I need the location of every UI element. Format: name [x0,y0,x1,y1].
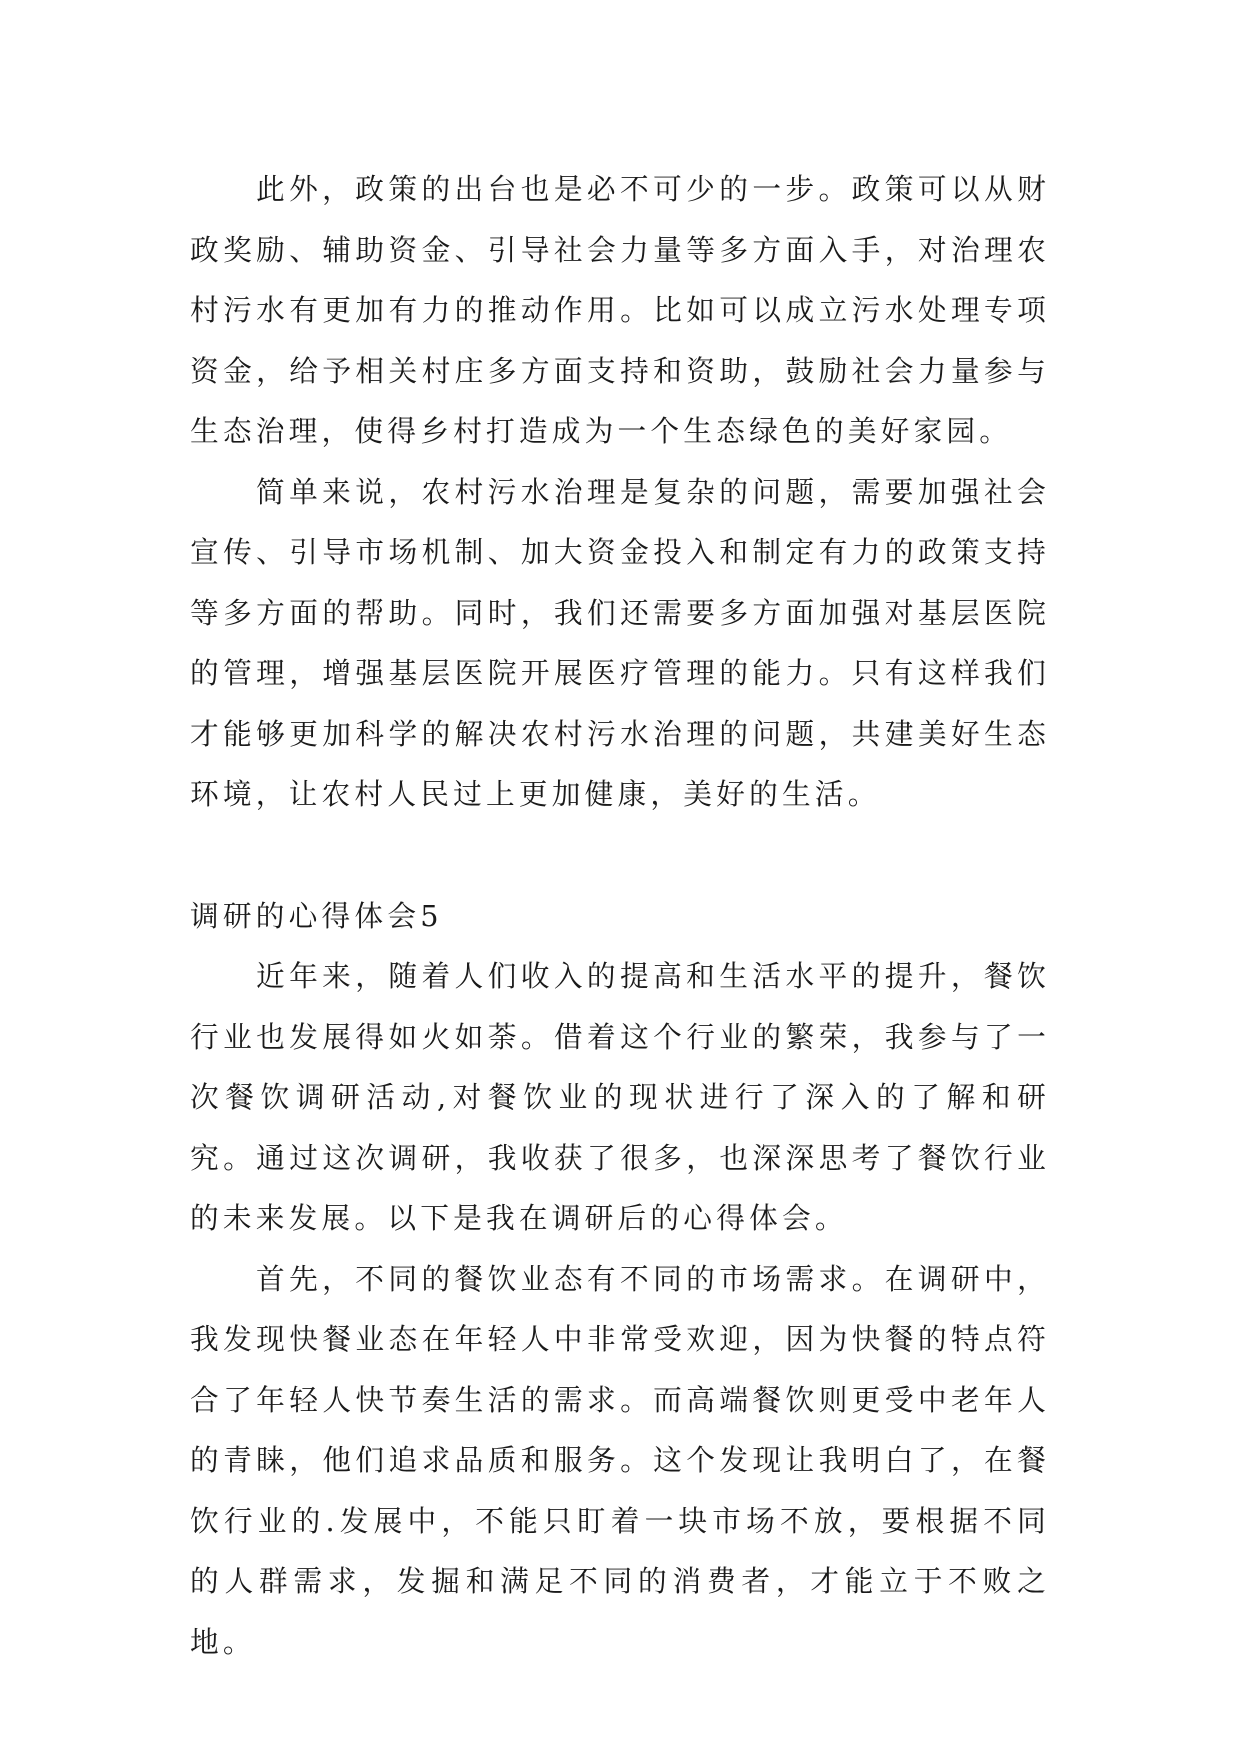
paragraph-intro: 近年来，随着人们收入的提高和生活水平的提升，餐饮行业也发展得如火如荼。借着这个行业的繁荣，我参与了一次餐饮调研活动,对餐饮业的现状进行了深入的了解和研究。通过这次调研，我收获了很多，也深深思考了餐饮行业的未来发展。以下是我在调研后的心得体会。 [190,959,1050,1235]
section-heading: 调研的心得体会5 [190,898,443,933]
paragraph-policy: 此外，政策的出台也是必不可少的一步。政策可以从财政奖励、辅助资金、引导社会力量等多方面入手，对治理农村污水有更加有力的推动作用。比如可以成立污水处理专项资金，给予相关村庄多方面支持和资助，鼓励社会力量参与生态治理，使得乡村打造成为一个生态绿色的美好家园。 [190,172,1050,448]
document-body [190,159,1050,1672]
paragraph-summary: 简单来说，农村污水治理是复杂的问题，需要加强社会宣传、引导市场机制、加大资金投入和制定有力的政策支持等多方面的帮助。同时，我们还需要多方面加强对基层医院的管理，增强基层医院开展医疗管理的能力。只有这样我们才能够更加科学的解决农村污水治理的问题，共建美好生态环境，让农村人民过上更加健康，美好的生活。 [190,474,1050,811]
paragraph-first-point: 首先，不同的餐饮业态有不同的市场需求。在调研中，我发现快餐业态在年轻人中非常受欢迎，因为快餐的特点符合了年轻人快节奏生活的需求。而高端餐饮则更受中老年人的青睐，他们追求品质和服务。这个发现让我明白了，在餐饮行业的.发展中，不能只盯着一块市场不放，要根据不同的人群需求，发掘和满足不同的消费者，才能立于不败之地。 [190,1261,1050,1659]
